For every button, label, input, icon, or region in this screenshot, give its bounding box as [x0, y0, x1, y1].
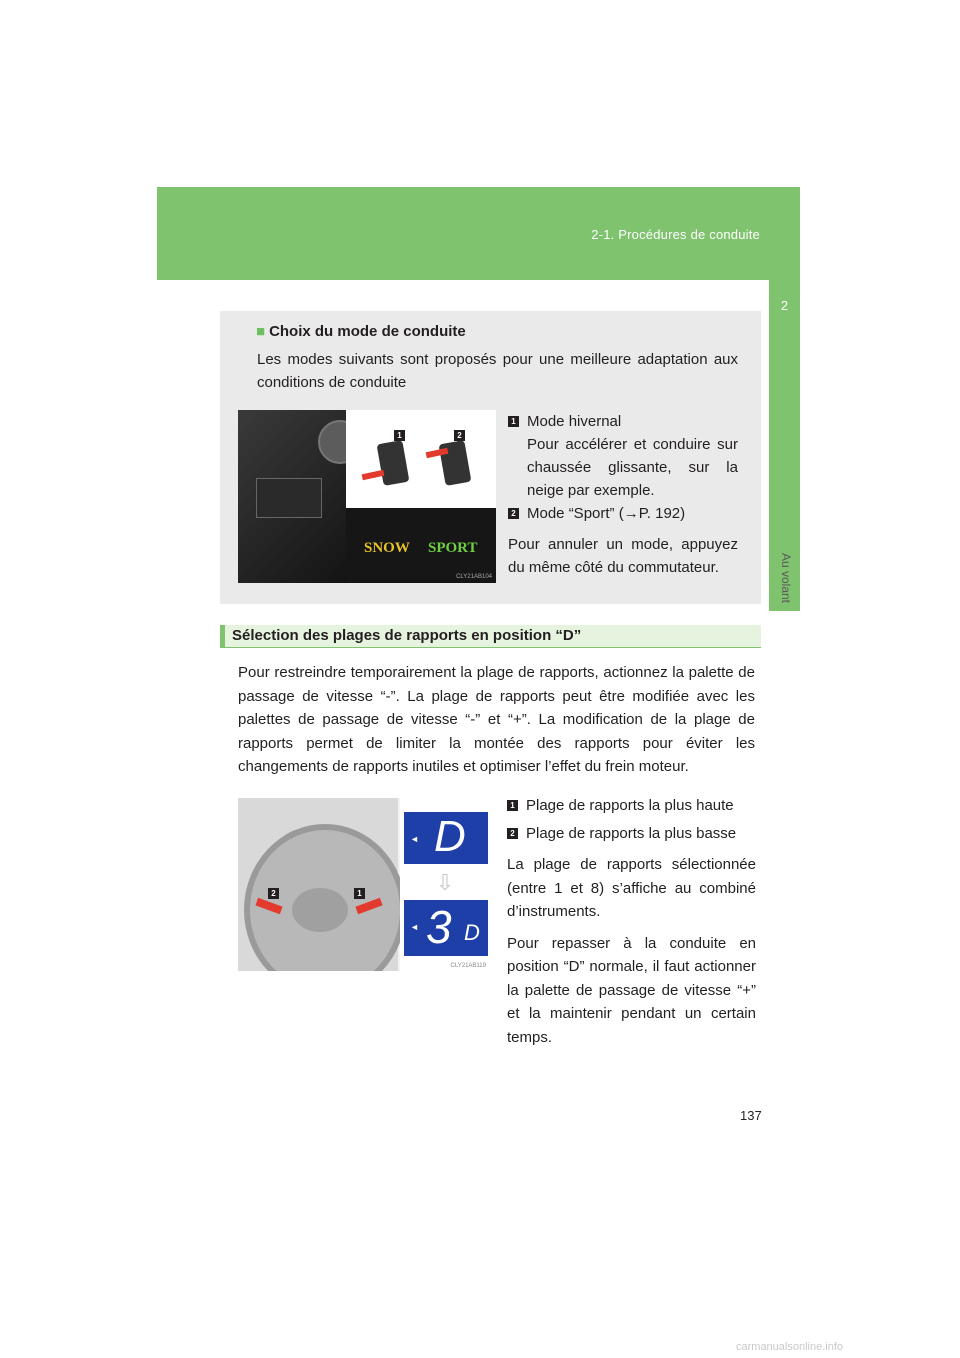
- badge-1: 1: [394, 430, 405, 441]
- badge-2: 2: [454, 430, 465, 441]
- mode-switch-icon: [439, 440, 472, 486]
- watermark: carmanualsonline.info: [736, 1341, 844, 1353]
- display-mode-letter: D: [464, 920, 480, 945]
- display-gear-number: 3: [426, 901, 452, 953]
- mode-switch-panel: [256, 478, 322, 518]
- list-item: 1 Mode hivernal: [508, 410, 738, 433]
- chapter-label: Au volant: [779, 552, 793, 604]
- list-item: 2 Mode “Sport” (→P. 192): [508, 502, 738, 525]
- mode-switch-icon: [377, 440, 410, 486]
- chapter-side-label: [776, 542, 796, 614]
- badge-1: 1: [507, 800, 518, 811]
- switch-detail-panel: [346, 410, 496, 508]
- heading-accent-bar: [220, 625, 225, 647]
- steering-wheel-hub: [292, 888, 348, 932]
- gear-section-paragraph: Pour restreindre temporairement la plage de rapports, actionnez la palette de passage de vitesse “-”. La plage de rapports peut être modifiée avec les palettes de passage de vitesse “-” et “+”. La modification de la plage de rapports permet de limiter la montée des rapports pour éviter les changements de rapports inutiles et optimiser l’effet du frein moteur.: [238, 664, 755, 775]
- gear-note-display: La plage de rapports sélectionnée (entre 1 et 8) s’affiche au combiné d’instruments.: [507, 856, 756, 920]
- section-title: 2-1. Procédures de conduite: [591, 227, 760, 242]
- badge-2: 2: [268, 888, 279, 899]
- gear-display-bottom: [404, 900, 488, 956]
- red-arrow-icon: [362, 470, 385, 480]
- chapter-number: 2: [780, 298, 789, 313]
- gear-section-heading: Sélection des plages de rapports en position “D”: [220, 625, 761, 648]
- list-item: 1 Plage de rapports la plus haute: [507, 794, 756, 818]
- gear-range-list: [507, 794, 756, 1049]
- image-code: CLY21AB104: [456, 574, 492, 580]
- sport-indicator: SPORT: [428, 540, 478, 556]
- badge-2: 2: [507, 828, 518, 839]
- mode-switch-illustration: [238, 410, 496, 583]
- triangle-indicator-icon: ◄: [410, 922, 419, 932]
- badge-2: 2: [508, 508, 519, 519]
- page-number: 137: [740, 1108, 762, 1123]
- driving-mode-list: [508, 410, 738, 579]
- gear-note-return: Pour repasser à la conduite en position “D” normale, il faut actionner la palette de passage de vitesse “+” et la maintenir pendant un certain temps.: [507, 934, 756, 1046]
- image-code: CLY21AB119: [450, 963, 486, 969]
- mode-indicator-panel: [346, 508, 496, 583]
- snow-indicator: SNOW: [364, 540, 410, 556]
- list-item-description: Pour accélérer et conduire sur chaussée glissante, sur la neige par exemple.: [527, 436, 738, 499]
- driving-mode-intro: Les modes suivants sont proposés pour une meilleure adaptation aux conditions de conduite: [257, 351, 738, 391]
- badge-1: 1: [354, 888, 365, 899]
- badge-1: 1: [508, 416, 519, 427]
- down-arrow-icon: ⇩: [435, 870, 455, 895]
- driving-mode-heading: ■ Choix du mode de conduite: [256, 323, 466, 340]
- driving-mode-box: [220, 311, 761, 604]
- triangle-indicator-icon: ◄: [410, 834, 419, 844]
- cancel-note: Pour annuler un mode, appuyez du même côté du commutateur.: [508, 536, 738, 576]
- list-item: 2 Plage de rapports la plus basse: [507, 822, 756, 846]
- heading-square-icon: ■: [256, 323, 266, 340]
- steering-wheel-photo: [238, 798, 398, 971]
- paddle-shift-illustration: [238, 798, 490, 971]
- display-mode-letter: D: [434, 812, 466, 861]
- gear-display-top: [404, 812, 488, 864]
- chapter-header-band: [157, 187, 800, 280]
